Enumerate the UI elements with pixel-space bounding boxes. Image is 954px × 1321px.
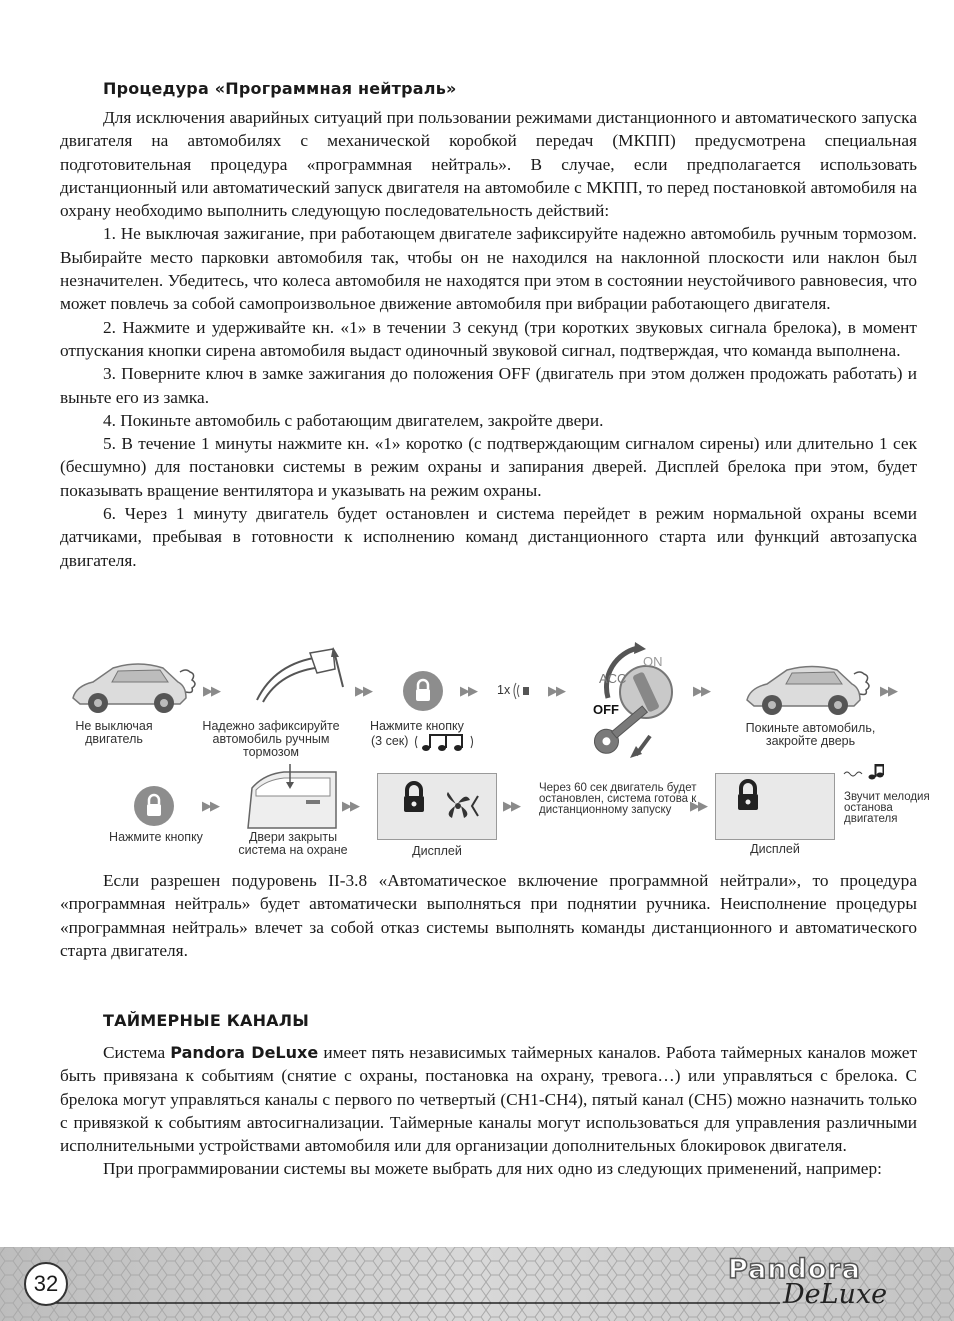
- arrow-icon: ▶▶: [203, 684, 219, 699]
- caption-engine: Не выключая двигатель: [75, 719, 153, 746]
- arrow-icon: ▶▶: [503, 799, 519, 814]
- timer-paragraph-1: [60, 1041, 917, 1157]
- timer-paragraph-2: При программировании системы вы можете выбрать для них одно из следующих применений, например:: [103, 1159, 882, 1179]
- caption-display: Дисплей: [750, 842, 800, 856]
- key-position-on: ON: [643, 654, 663, 669]
- arrow-icon: ▶▶: [693, 684, 709, 699]
- car-door-icon: [244, 762, 340, 832]
- arrow-icon: ▶▶: [880, 684, 896, 699]
- step-1: 1. Не выключая зажигание, при работающем двигателе зафиксируйте надежно автомобиль ручным тормозом. Выбирайте место парковки автомобиля так, чтобы он не находился на наклонной плоскости или наклон был незначителен. Убедитесь, что колеса автомобиля не находятся при этом в состоянии неустойчивого равновесия, что может повлечь за собой самопроизвольное движение автомобиля при вибрации работающего двигателя.: [60, 224, 917, 314]
- keyfob-display: [377, 773, 497, 840]
- brand-logo-deluxe: DeLuxe: [783, 1279, 888, 1310]
- arrow-icon: ▶▶: [548, 684, 564, 699]
- caption-handbrake: Надежно зафиксируйте автомобиль ручным тормозом: [202, 719, 340, 759]
- keyfob-display: [715, 773, 835, 840]
- brand-name: Pandora DeLuxe: [170, 1043, 319, 1062]
- key-position-acc: ACC: [599, 671, 627, 686]
- caption-press: Нажмите кнопку: [109, 830, 203, 844]
- caption-leave-car: Покиньте автомобиль, закройте дверь: [745, 721, 876, 748]
- caption-melody: Звучит мелодия останова двигателя: [844, 791, 930, 825]
- step-5: 5. В течение 1 минуты нажмите кн. «1» коротко (с подтверждающим сигналом сирены) или длительно 1 сек (бесшумно) для постановки системы в режим охраны и запирания дверей. Дисплей брелока при этом, будет показывать вращение вентилятора и указывать на режим охраны.: [60, 434, 917, 500]
- car-icon: [68, 656, 198, 718]
- text-span: имеет пять независимых таймерных каналов. Работа таймерных каналов может быть привязана к событиям (снятие с охраны, постановка на охрану, тревога…) или управляться с брелока. С брелока могут управляться каналы с первого по четвертый (CH1-CH4), пятый канал (CH5) можно назначить только с привязкой к событиям автосигнализации. Таймерные каналы могут использоваться для управления различными исполнительными устройствами автомобиля или для организации дополнительных блокировок двигателя.: [60, 1043, 917, 1156]
- section-heading: Процедура «Программная нейтраль»: [103, 79, 457, 98]
- key-position-off: OFF: [593, 702, 619, 717]
- page-number: 32: [24, 1262, 68, 1306]
- caption-3sec: (3 сек): [371, 734, 409, 748]
- caption-60sec: Через 60 сек двигатель будет остановлен, система готова к дистанционному запуску: [539, 782, 697, 816]
- arrow-icon: ▶▶: [690, 799, 706, 814]
- caption-doors-closed: Двери закрыты система на охране: [238, 830, 348, 857]
- after-diagram-paragraph: Если разрешен подуровень II-3.8 «Автоматическое включение программной нейтрали», то процедура «программная нейтраль» будет автоматически выполняться при поднятии ручника. Неисполнение процедуры «программная нейтраль» влечет за собой отказ системы выполнять команды дистанционного и автоматического старта двигателя.: [60, 871, 917, 960]
- lock-button-icon: [134, 786, 174, 826]
- text-span: Система: [103, 1043, 171, 1062]
- procedure-text: [60, 106, 917, 572]
- step-6: 6. Через 1 минуту двигатель будет остановлен и система перейдет в режим нормальной охраны всеми датчиками, пребывая в готовности к исполнению команд дистанционного старта или функций автозапуска двигателя.: [60, 504, 917, 570]
- section-heading: ТАЙМЕРНЫЕ КАНАЛЫ: [103, 1011, 310, 1030]
- caption-press-3sec: Нажмите кнопку: [370, 719, 464, 733]
- timer-text: [60, 1041, 917, 1181]
- lock-button-icon: [403, 671, 443, 711]
- arrow-icon: ▶▶: [202, 799, 218, 814]
- step-4: 4. Покиньте автомобиль с работающим двигателем, закройте двери.: [103, 410, 604, 430]
- brand-logo-pandora: Pandora: [728, 1254, 861, 1285]
- melody-icon: [842, 764, 884, 782]
- neutral-auto-text: [60, 869, 917, 962]
- press-count: 1x: [497, 683, 511, 697]
- caption-display: Дисплей: [412, 844, 462, 858]
- arrow-icon: ▶▶: [460, 684, 476, 699]
- sound-icon: [513, 682, 539, 700]
- handbrake-icon: [255, 645, 355, 707]
- arrow-icon: ▶▶: [342, 799, 358, 814]
- arrow-icon: ▶▶: [355, 684, 371, 699]
- car-open-door-icon: [742, 660, 877, 720]
- step-2: 2. Нажмите и удерживайте кн. «1» в течении 3 секунд (три коротких звуковых сигнала брелока), в момент отпускания кнопки сирена автомобиля выдаст одиночный звуковой сигнал, подтверждая, что команда выполнена.: [60, 317, 917, 360]
- music-notes-icon: [414, 731, 474, 753]
- intro-paragraph: Для исключения аварийных ситуаций при пользовании режимами дистанционного и автоматического запуска двигателя на автомобилях с механической коробкой передач (МКПП) предусмотрена специальная подготовительная процедура «программная нейтраль». В случае, если предполагается использовать дистанционный или автоматический запуск двигателя на автомобиле с МКПП, то перед постановкой автомобиля на охрану необходимо выполнить следующую последовательность действий:: [60, 108, 917, 221]
- step-3: 3. Поверните ключ в замке зажигания до положения OFF (двигатель при этом должен продожать работать) и выньте его из замка.: [60, 364, 917, 407]
